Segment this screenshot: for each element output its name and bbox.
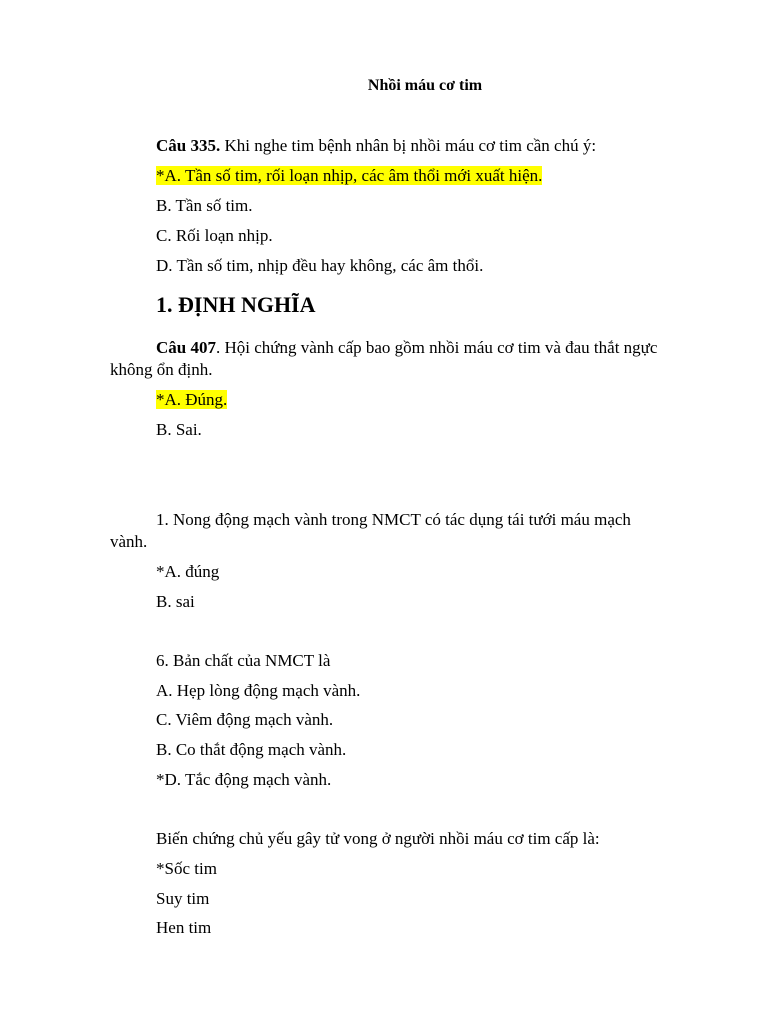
document-title: Nhồi máu cơ tim [367,77,483,94]
question-number: Câu 335. [156,136,221,155]
question-text: . Hội chứng vành cấp bao gồm nhồi máu cơ tim và đau thắt ngực [215,338,658,357]
question-6: 6. Bản chất của NMCT là [156,651,331,670]
answer-option: *Sốc tim [156,859,217,878]
answer-option: *A. đúng [156,562,220,581]
question-1: 1. Nong động mạch vành trong NMCT có tác dụng tái tưới máu mạch [156,510,631,529]
highlighted-answer: *A. Tần số tim, rối loạn nhịp, các âm thổi mới xuất hiện. [156,166,543,185]
question-text-continued: vành. [110,532,148,551]
highlighted-answer: *A. Đúng. [156,390,228,409]
answer-option: B. Co thắt động mạch vành. [156,740,347,759]
answer-option: Hen tim [156,918,212,937]
answer-option: B. Tần số tim. [156,196,253,215]
answer-option: B. Sai. [156,420,202,439]
question-complication: Biến chứng chủ yếu gây tử vong ở người nhồi máu cơ tim cấp là: [156,829,600,848]
question-text-continued: không ổn định. [110,360,213,379]
answer-option-correct [156,165,542,187]
section-heading: 1. ĐỊNH NGHĨA [156,292,316,317]
question-407 [156,337,657,359]
question-text: Khi nghe tim bệnh nhân bị nhồi máu cơ tim cần chú ý: [220,136,597,155]
answer-option: Suy tim [156,889,210,908]
answer-option-correct [156,389,227,411]
answer-option: C. Rối loạn nhịp. [156,226,273,245]
answer-option: D. Tần số tim, nhịp đều hay không, các âm thổi. [156,256,484,275]
question-number: Câu 407 [156,338,216,357]
answer-option: C. Viêm động mạch vành. [156,710,334,729]
question-335 [156,135,596,157]
answer-option: A. Hẹp lòng động mạch vành. [156,681,361,700]
answer-option: B. sai [156,592,195,611]
answer-option: *D. Tắc động mạch vành. [156,770,332,789]
